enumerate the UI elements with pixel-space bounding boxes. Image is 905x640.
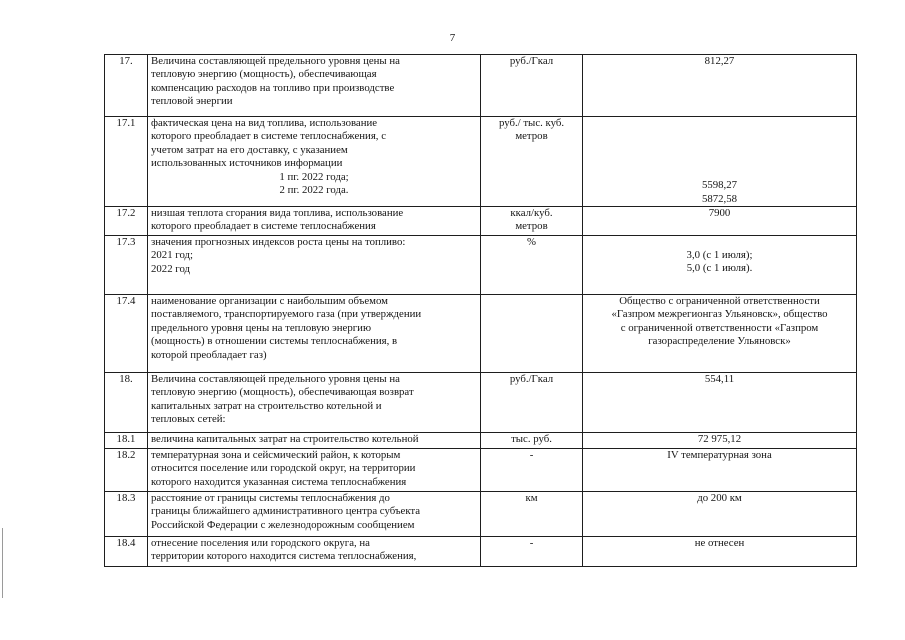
tariff-table xyxy=(104,54,857,567)
desc-line: расстояние от границы системы теплоснабжения до xyxy=(151,492,390,504)
value-line: с ограниченной ответственности «Газпром xyxy=(620,321,819,334)
desc-line: предельного уровня цены на тепловую энергию xyxy=(151,321,372,334)
row-description xyxy=(148,295,481,373)
row-unit xyxy=(481,449,583,492)
unit-line: руб./Гкал xyxy=(509,373,554,385)
row-number: 17.1 xyxy=(105,117,148,207)
desc-line: использованных источников информации xyxy=(151,157,343,170)
desc-line: тепловую энергию (мощность), обеспечивающая xyxy=(151,68,377,81)
desc-line: значения прогнозных индексов роста цены на топливо: xyxy=(151,236,406,248)
unit-line: тыс. руб. xyxy=(511,433,552,445)
desc-line: величина капитальных затрат на строительство котельной xyxy=(151,433,419,445)
scan-edge-mark xyxy=(2,528,3,598)
desc-line: которого находится указанная система теплоснабжения xyxy=(151,475,407,488)
desc-line: Величина составляющей предельного уровня цены на xyxy=(151,373,400,385)
row-description xyxy=(148,537,481,567)
desc-line: фактическая цена на вид топлива, использование xyxy=(151,117,378,129)
value-line: 5,0 (с 1 июля). xyxy=(686,262,753,275)
row-description xyxy=(148,207,481,236)
desc-line: относится поселение или городской округ, на территории xyxy=(151,462,416,475)
row-unit xyxy=(481,373,583,433)
row-description xyxy=(148,449,481,492)
unit-line: ккал/куб. xyxy=(510,207,553,219)
row-unit xyxy=(481,117,583,207)
table-row xyxy=(105,207,857,236)
row-unit xyxy=(481,433,583,449)
value-line: Общество с ограниченной ответственности xyxy=(619,295,820,307)
row-description xyxy=(148,55,481,117)
value-line: 7900 xyxy=(708,207,731,219)
table-row xyxy=(105,449,857,492)
row-number: 17.3 xyxy=(105,236,148,295)
table-row xyxy=(105,236,857,295)
desc-line: Российской Федерации с железнодорожным сообщением xyxy=(151,518,415,531)
row-description xyxy=(148,236,481,295)
row-number: 17.4 xyxy=(105,295,148,373)
row-number: 18.3 xyxy=(105,492,148,537)
unit-line: - xyxy=(529,537,534,549)
value-line: газораспределение Ульяновск» xyxy=(648,335,791,348)
row-value xyxy=(583,537,857,567)
row-value xyxy=(583,373,857,433)
desc-line: тепловую энергию (мощность), обеспечивающая возврат xyxy=(151,386,414,399)
desc-line: территории которого находится система теплоснабжения, xyxy=(151,550,417,563)
row-value xyxy=(583,55,857,117)
row-unit xyxy=(481,236,583,295)
row-number: 17. xyxy=(105,55,148,117)
desc-line: которого преобладает в системе теплоснабжения xyxy=(151,220,376,233)
table-row xyxy=(105,117,857,207)
unit-line: км xyxy=(525,492,538,504)
row-unit xyxy=(481,55,583,117)
value-line: «Газпром межрегионгаз Ульяновск», общество xyxy=(611,308,828,321)
table-row xyxy=(105,492,857,537)
row-value xyxy=(583,236,857,295)
unit-line: руб./Гкал xyxy=(509,55,554,67)
desc-line: низшая теплота сгорания вида топлива, использование xyxy=(151,207,404,219)
desc-line: компенсацию расходов на топливо при производстве xyxy=(151,81,395,94)
unit-line: руб./ тыс. куб. xyxy=(498,117,565,129)
value-line: 5598,27 xyxy=(701,179,738,192)
desc-line: которого преобладает в системе теплоснабжения, с xyxy=(151,130,386,143)
value-line: 5872,58 xyxy=(701,192,738,205)
desc-line: учетом затрат на его доставку, с указанием xyxy=(151,143,348,156)
desc-line: поставляемого, транспортируемого газа (при утверждении xyxy=(151,308,422,321)
value-line: 3,0 (с 1 июля); xyxy=(686,249,753,261)
value-line: IV температурная зона xyxy=(667,449,772,461)
desc-line: которой преобладает газ) xyxy=(151,348,267,361)
row-unit xyxy=(481,207,583,236)
table-row xyxy=(105,295,857,373)
value-line: 554,11 xyxy=(704,373,735,385)
value-line: не отнесен xyxy=(694,537,745,549)
row-value xyxy=(583,449,857,492)
value-line: до 200 км xyxy=(697,492,742,504)
row-description xyxy=(148,433,481,449)
table-row xyxy=(105,433,857,449)
desc-line: Величина составляющей предельного уровня цены на xyxy=(151,55,400,67)
row-value xyxy=(583,492,857,537)
row-value xyxy=(583,207,857,236)
unit-line: метров xyxy=(515,220,548,233)
unit-line: % xyxy=(527,236,536,248)
row-number: 18.4 xyxy=(105,537,148,567)
table-row xyxy=(105,373,857,433)
row-unit xyxy=(481,295,583,373)
desc-line: 2022 год xyxy=(151,262,191,275)
row-description xyxy=(148,117,481,207)
row-value xyxy=(583,295,857,373)
row-number: 17.2 xyxy=(105,207,148,236)
row-value xyxy=(583,117,857,207)
row-unit xyxy=(481,537,583,567)
unit-line: - xyxy=(529,449,534,461)
unit-line: метров xyxy=(515,130,548,143)
row-description xyxy=(148,373,481,433)
value-line: 812,27 xyxy=(704,55,735,67)
desc-subline: 1 пг. 2022 года; xyxy=(279,170,349,183)
page-number: 7 xyxy=(449,32,456,44)
desc-line: (мощность) в отношении системы теплоснабжения, в xyxy=(151,335,398,348)
row-description xyxy=(148,492,481,537)
table-row xyxy=(105,55,857,117)
row-number: 18.2 xyxy=(105,449,148,492)
desc-subline: 2 пг. 2022 года. xyxy=(279,184,349,197)
table-row xyxy=(105,537,857,567)
row-value xyxy=(583,433,857,449)
desc-line: отнесение поселения или городского округа, на xyxy=(151,537,370,549)
desc-line: 2021 год; xyxy=(151,249,194,262)
row-unit xyxy=(481,492,583,537)
desc-line: тепловых сетей: xyxy=(151,413,226,426)
value-line: 72 975,12 xyxy=(697,433,742,445)
desc-line: границы ближайшего административного центра субъекта xyxy=(151,505,421,518)
row-number: 18. xyxy=(105,373,148,433)
desc-line: капитальных затрат на строительство котельной и xyxy=(151,399,382,412)
row-number: 18.1 xyxy=(105,433,148,449)
desc-line: тепловой энергии xyxy=(151,95,233,108)
desc-line: наименование организации с наибольшим объемом xyxy=(151,295,388,307)
desc-line: температурная зона и сейсмический район, к которым xyxy=(151,449,401,461)
